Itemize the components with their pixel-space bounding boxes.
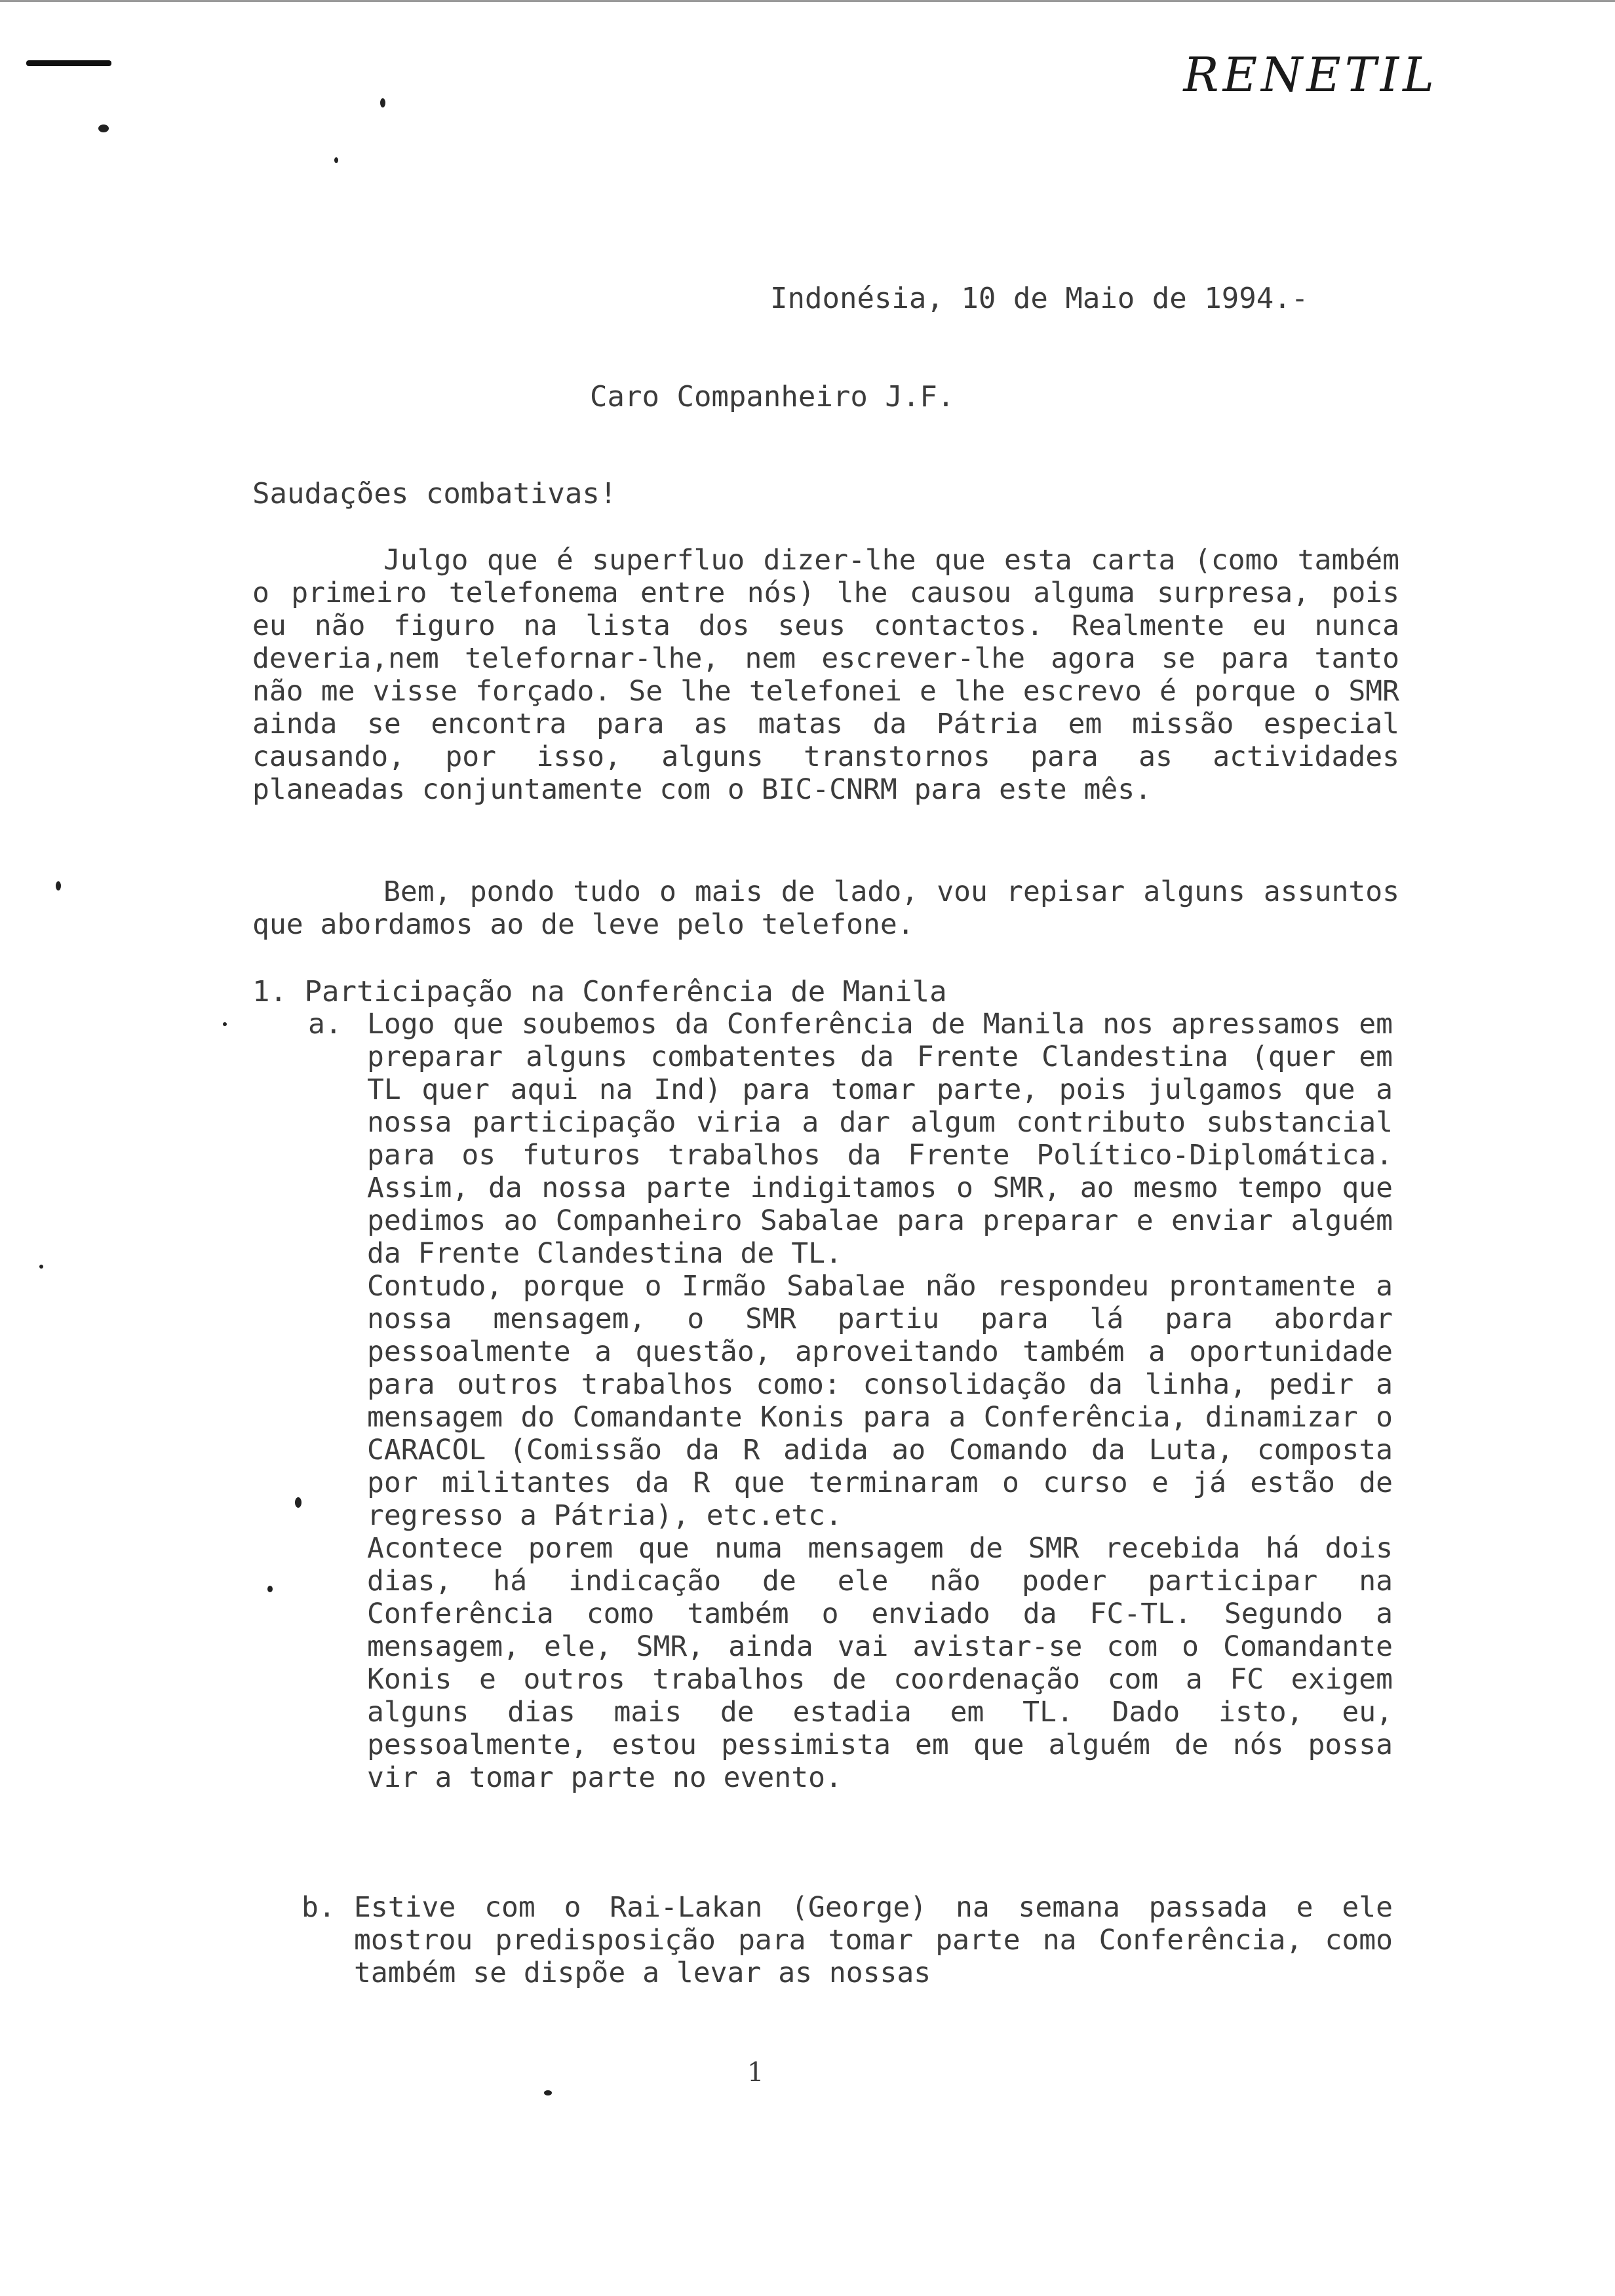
scan-speck: [98, 124, 109, 132]
scan-speck: [267, 1586, 273, 1592]
item-b: [354, 1891, 1393, 1989]
scan-speck: [334, 157, 338, 163]
paragraph-transition: Bem, pondo tudo o mais de lado, vou repisar alguns assuntos que abordamos ao de leve pelo telefone.: [252, 875, 1399, 941]
section-heading: 1. Participação na Conferência de Manila: [252, 975, 947, 1008]
scan-speck: [380, 98, 385, 107]
handwritten-header-mark: RENETIL: [1183, 47, 1438, 102]
scan-speck: [544, 2090, 552, 2095]
letter-dateline: Indonésia, 10 de Maio de 1994.-: [770, 282, 1309, 315]
page-number: 1: [747, 2057, 764, 2088]
scan-top-edge: [0, 0, 1615, 2]
item-a: [367, 1008, 1393, 1794]
scan-speck: [56, 881, 61, 890]
item-b-marker: b.: [302, 1891, 336, 1924]
item-a-marker: a.: [308, 1008, 342, 1041]
letter-greeting: Saudações combativas!: [252, 477, 617, 510]
item-b-paragraph: Estive com o Rai-Lakan (George) na semana passada e ele mostrou predisposição para tomar parte na Conferência, como também se dispõe a levar as nossas: [354, 1891, 1393, 1989]
item-a-paragraph: Logo que soubemos da Conferência de Manila nos apressamos em preparar alguns combatentes da Frente Clandestina (quer em TL quer aqui na Ind) para tomar parte, pois julgamos que a nossa participação viria a dar algum contributo substancial para os futuros trabalhos da Frente Político-Diplomática. Assim, da nossa parte indigitamos o SMR, ao mesmo tempo que pedimos ao Companheiro Sabalae para preparar e enviar alguém da Frente Clandestina de TL.: [367, 1008, 1393, 1270]
letter-addressee: Caro Companheiro J.F.: [590, 380, 955, 413]
scan-speck: [39, 1265, 43, 1269]
item-a-paragraph: Acontece porem que numa mensagem de SMR recebida há dois dias, há indicação de ele não poder participar na Conferência como também o enviado da FC-TL. Segundo a mensagem, ele, SMR, ainda vai avistar-se com o Comandante Konis e outros trabalhos de coordenação com a FC exigem alguns dias mais de estadia em TL. Dado isto, eu, pessoalmente, estou pessimista em que alguém de nós possa vir a tomar parte no evento.: [367, 1532, 1393, 1794]
scan-speck: [295, 1497, 302, 1508]
scan-speck: [223, 1022, 227, 1026]
scan-mark: [26, 60, 111, 66]
item-a-paragraph: Contudo, porque o Irmão Sabalae não respondeu prontamente a nossa mensagem, o SMR partiu para lá para abordar pessoalmente a questão, aproveitando também a oportunidade para outros trabalhos como: consolidação da linha, pedir a mensagem do Comandante Konis para a Conferência, dinamizar o CARACOL (Comissão da R adida ao Comando da Luta, composta por militantes da R que terminaram o curso e já estão de regresso a Pátria), etc.etc.: [367, 1270, 1393, 1532]
paragraph-intro: Julgo que é superfluo dizer-lhe que esta carta (como também o primeiro telefonema entre nós) lhe causou alguma surpresa, pois eu não figuro na lista dos seus contactos. Realmente eu nunca deveria,nem telefornar-lhe, nem escrever-lhe agora se para tanto não me visse forçado. Se lhe telefonei e lhe escrevo é porque o SMR ainda se encontra para as matas da Pátria em missão especial causando, por isso, alguns transtornos para as actividades planeadas conjuntamente com o BIC-CNRM para este mês.: [252, 544, 1399, 806]
